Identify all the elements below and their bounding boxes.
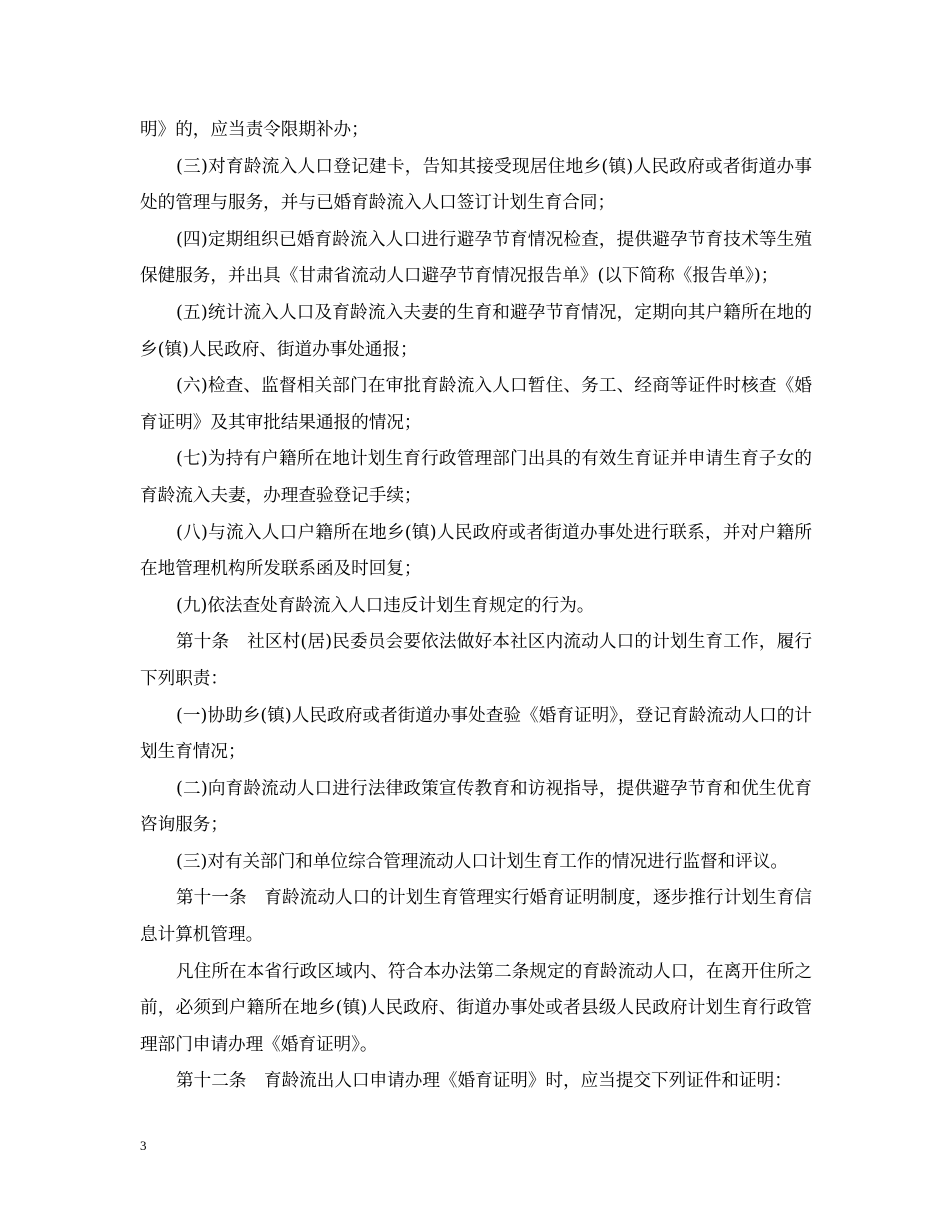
paragraph-11: (二)向育龄流动人口进行法律政策宣传教育和访视指导，提供避孕节育和优生优育咨询服务； [140, 778, 812, 836]
paragraph-10: (一)协助乡(镇)人民政府或者街道办事处查验《婚育证明》，登记育龄流动人口的计划生育情况； [140, 705, 812, 763]
paragraph-5: (六)检查、监督相关部门在审批育龄流入人口暂住、务工、经商等证件时核查《婚育证明》及其审批结果通报的情况； [140, 376, 812, 433]
paragraph-13: 第十一条 育龄流动人口的计划生育管理实行婚育证明制度，逐步推行计划生育信息计算机管理。 [140, 888, 812, 946]
paragraph-7: (八)与流入人口户籍所在地乡(镇)人民政府或者街道办事处进行联系，并对户籍所在地管理机构所发联系函及时回复； [140, 522, 812, 580]
paragraph-4: (五)统计流入人口及育龄流入夫妻的生育和避孕节育情况，定期向其户籍所在地的乡(镇)人民政府、街道办事处通报； [140, 302, 812, 360]
paragraph-8: (九)依法查处育龄流入人口违反计划生育规定的行为。 [176, 595, 595, 616]
paragraph-2: (三)对育龄流入人口登记建卡，告知其接受现居住地乡(镇)人民政府或者街道办事处的管理与服务，并与已婚育龄流入人口签订计划生育合同； [140, 156, 812, 214]
paragraph-12: (三)对有关部门和单位综合管理流动人口计划生育工作的情况进行监督和评议。 [176, 851, 788, 872]
paragraph-1: 明》的，应当责令限期补办； [140, 120, 369, 140]
paragraph-9: 第十条 社区村(居)民委员会要依法做好本社区内流动人口的计划生育工作，履行下列职责： [140, 632, 812, 689]
paragraph-14: 凡住所在本省行政区域内、符合本办法第二条规定的育龄流动人口，在离开住所之前，必须到户籍所在地乡(镇)人民政府、街道办事处或者县级人民政府计划生育行政管理部门申请办理《婚育证明》。 [140, 961, 812, 1055]
page-number: 3 [140, 1138, 147, 1153]
paragraph-3: (四)定期组织已婚育龄流入人口进行避孕节育情况检查，提供避孕节育技术等生殖保健服务，并出具《甘肃省流动人口避孕节育情况报告单》(以下简称《报告单》)； [140, 229, 812, 287]
document-body [140, 112, 812, 1100]
paragraph-6: (七)为持有户籍所在地计划生育行政管理部门出具的有效生育证并申请生育子女的育龄流入夫妻，办理查验登记手续； [140, 449, 812, 506]
paragraph-15: 第十二条 育龄流出人口申请办理《婚育证明》时，应当提交下列证件和证明： [176, 1071, 792, 1092]
